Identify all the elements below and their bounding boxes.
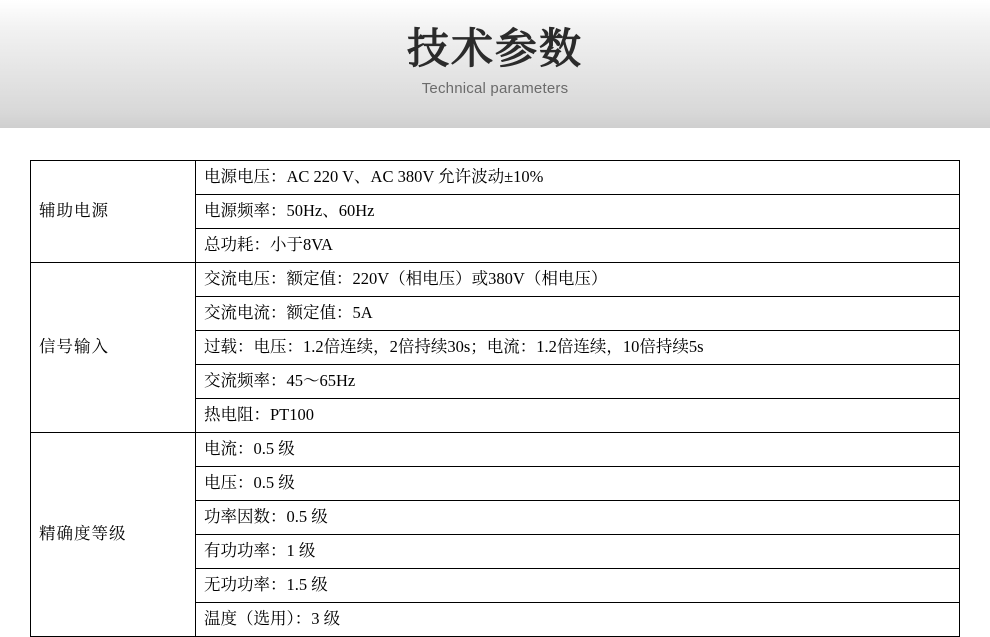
row-value: 电源电压：AC 220 V、AC 380V 允许波动±10%	[196, 161, 960, 195]
row-value: 无功功率：1.5 级	[196, 569, 960, 603]
row-value: 电压：0.5 级	[196, 467, 960, 501]
row-value: 电源频率：50Hz、60Hz	[196, 195, 960, 229]
table-row	[31, 433, 960, 467]
row-value: 电流：0.5 级	[196, 433, 960, 467]
spec-table-body	[31, 161, 960, 637]
spec-table-wrapper	[0, 160, 990, 637]
header-spacer	[0, 128, 990, 160]
row-category: 辅助电源	[31, 161, 196, 263]
row-value: 交流电流：额定值：5A	[196, 297, 960, 331]
row-value: 有功功率：1 级	[196, 535, 960, 569]
row-value: 交流频率：45～65Hz	[196, 365, 960, 399]
page-title-en: Technical parameters	[421, 80, 569, 97]
page-title-cn: 技术参数	[406, 25, 583, 72]
header-inner	[0, 24, 990, 99]
row-value: 过载：电压：1.2倍连续，2倍持续30s；电流：1.2倍连续，10倍持续5s	[196, 331, 960, 365]
row-category: 信号输入	[31, 263, 196, 433]
row-value: 热电阻：PT100	[196, 399, 960, 433]
spec-table	[30, 160, 960, 637]
table-row	[31, 161, 960, 195]
row-value: 功率因数：0.5 级	[196, 501, 960, 535]
table-row	[31, 263, 960, 297]
page-header	[0, 0, 990, 128]
row-category: 精确度等级	[31, 433, 196, 637]
row-value: 总功耗：小于8VA	[196, 229, 960, 263]
row-value: 温度（选用）：3 级	[196, 603, 960, 637]
row-value: 交流电压：额定值：220V（相电压）或380V（相电压）	[196, 263, 960, 297]
